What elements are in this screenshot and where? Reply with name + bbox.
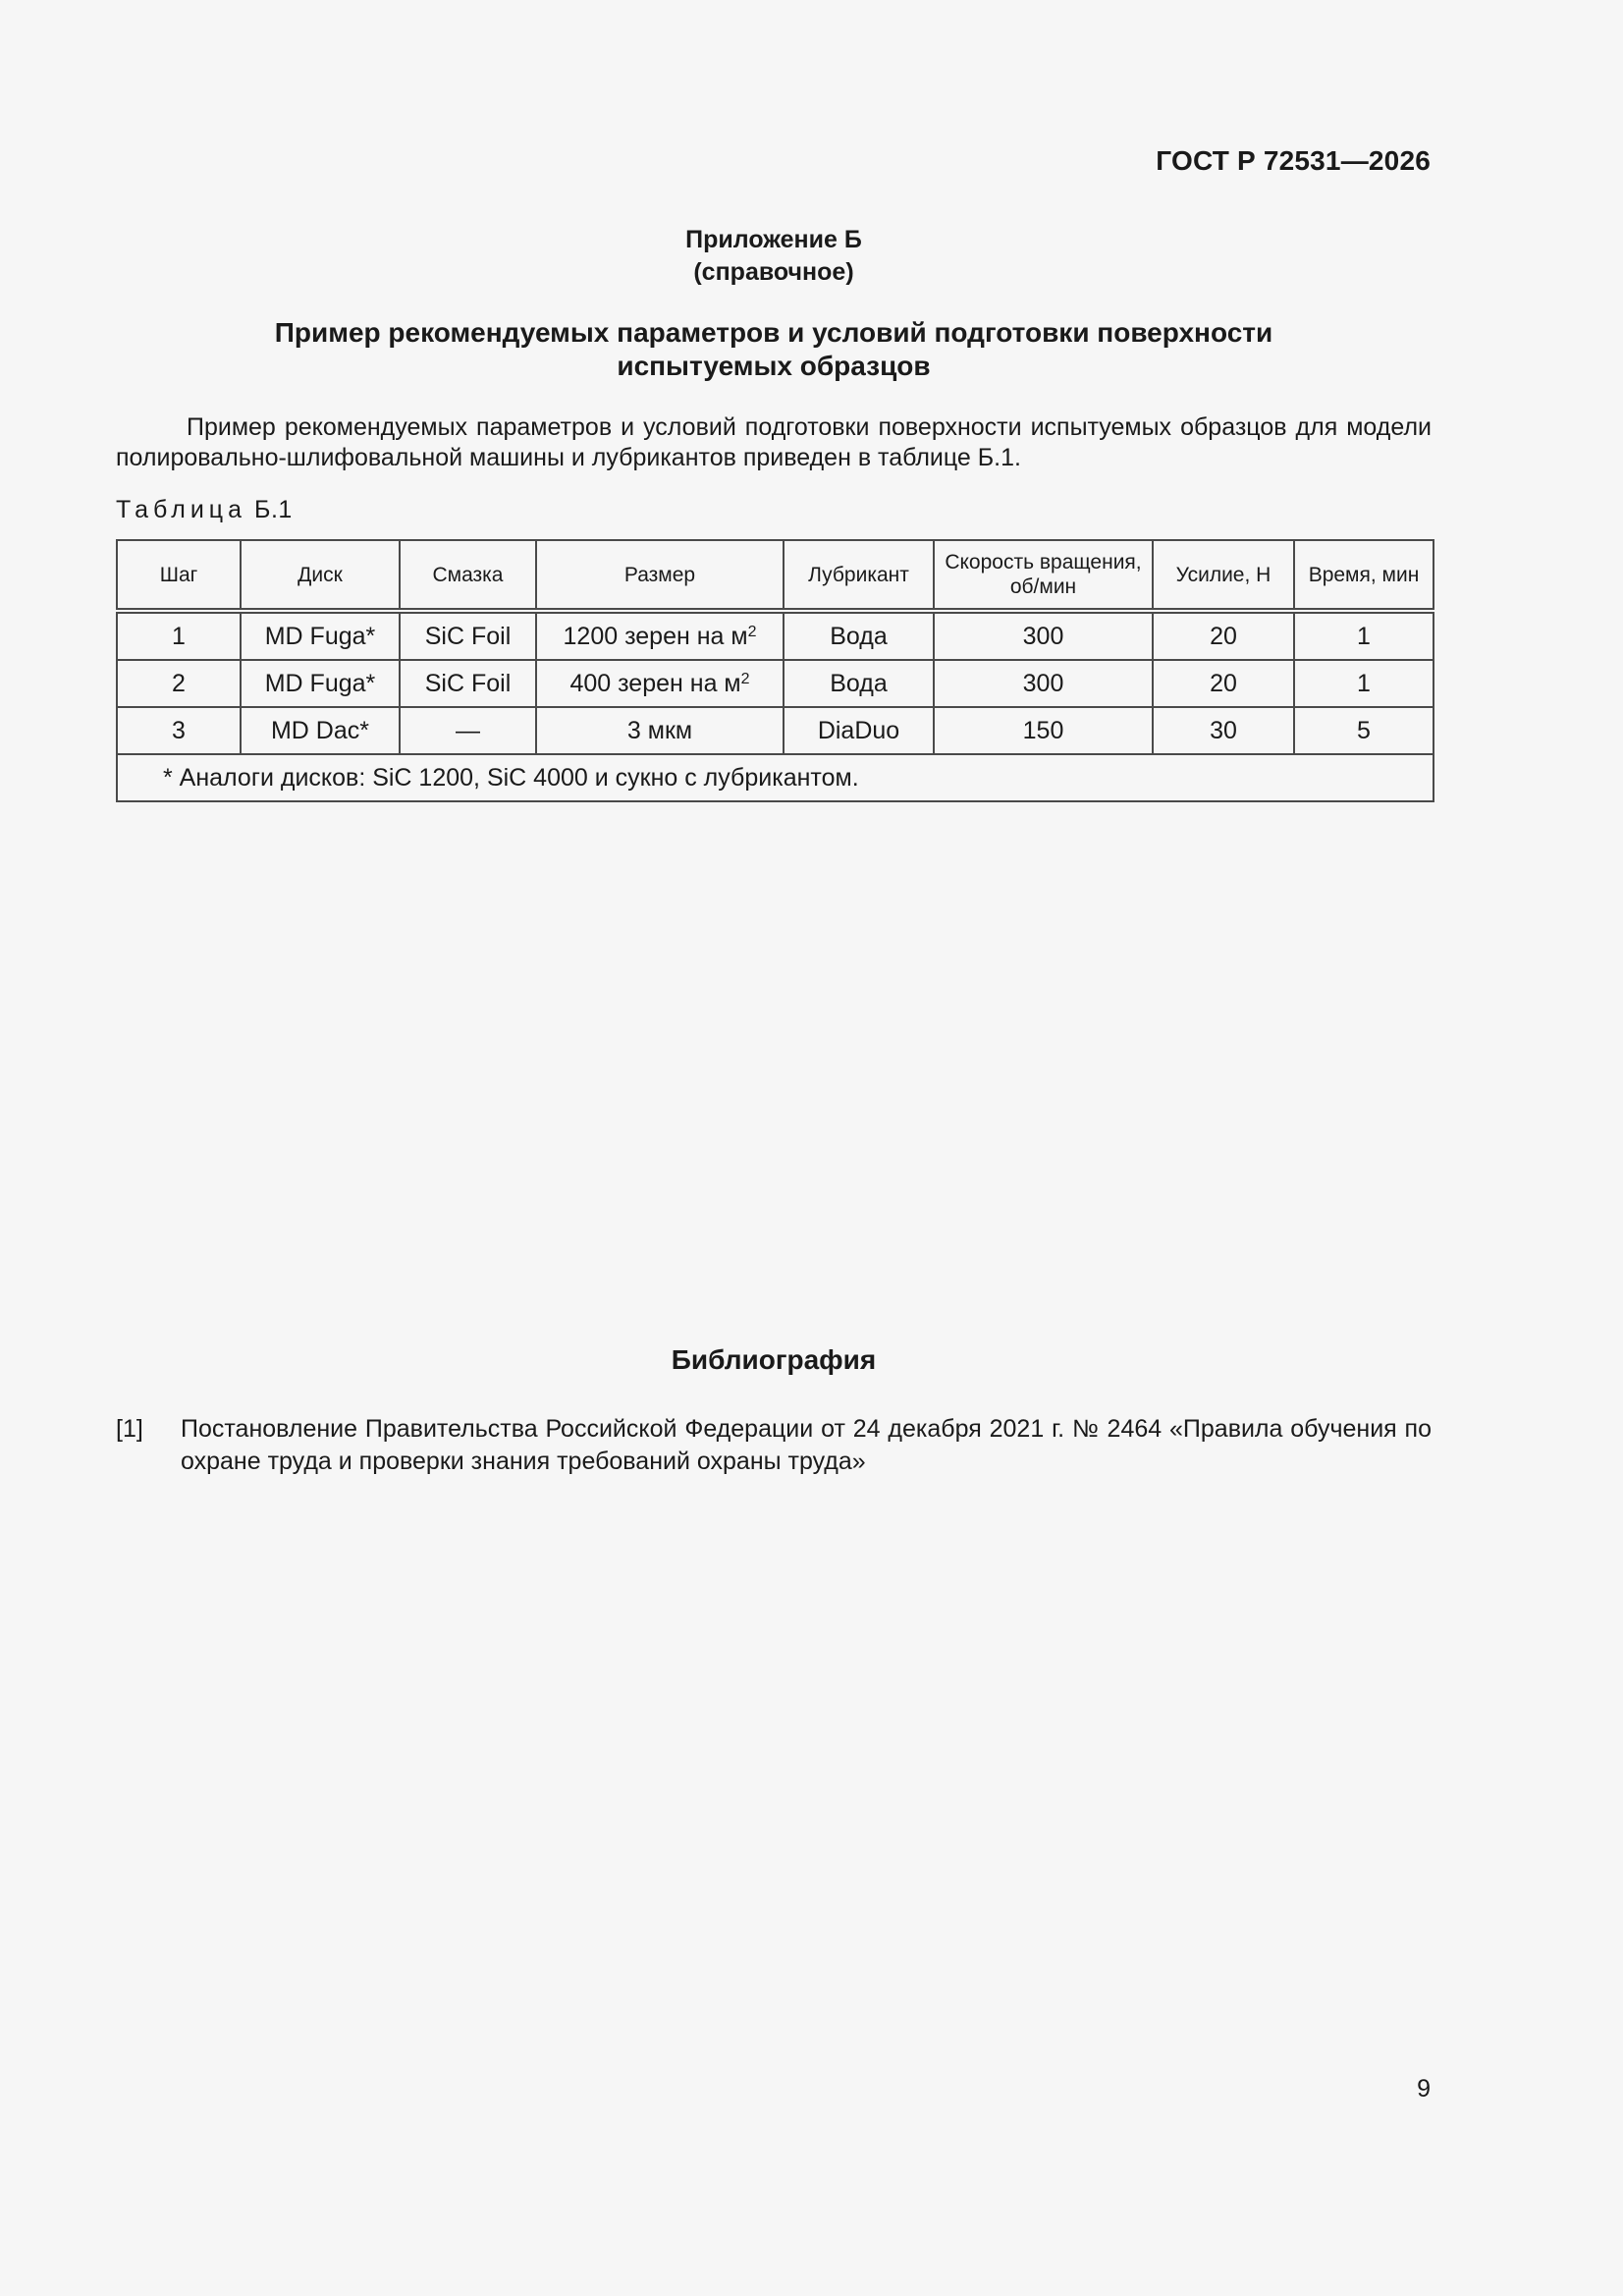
table-row <box>117 611 1434 660</box>
cell-size <box>536 611 784 660</box>
appendix-heading <box>0 224 1547 289</box>
size-value: 1200 зерен на м <box>563 622 748 650</box>
cell-step: 1 <box>117 611 241 660</box>
cell-size <box>536 707 784 754</box>
appendix-title: Приложение Б <box>685 226 862 253</box>
parameters-table <box>116 539 1434 802</box>
cell-time: 5 <box>1294 707 1434 754</box>
cell-step: 2 <box>117 660 241 707</box>
section-title <box>0 316 1547 383</box>
bibliography-title: Библиография <box>671 1344 877 1375</box>
cell-lubricant: DiaDuo <box>784 707 934 754</box>
header-cell: Усилие, Н <box>1153 540 1294 611</box>
bibliography-ref-text: Постановление Правительства Российской Федерации от 24 декабря 2021 г. № 2464 «Правила обучения по охране труда и проверки знания требований охраны труда» <box>181 1415 1432 1475</box>
cell-speed: 300 <box>934 611 1153 660</box>
document-code: ГОСТ Р 72531—2026 <box>1156 145 1431 176</box>
cell-lube: — <box>400 707 536 754</box>
cell-time: 1 <box>1294 660 1434 707</box>
table-note: * Аналоги дисков: SiC 1200, SiC 4000 и сукно с лубрикантом. <box>117 754 1434 801</box>
section-title-line-2: испытуемых образцов <box>617 351 931 381</box>
table-row <box>117 660 1434 707</box>
cell-lubricant: Вода <box>784 660 934 707</box>
appendix-kind: (справочное) <box>693 258 854 286</box>
header-cell: Смазка <box>400 540 536 611</box>
cell-size <box>536 660 784 707</box>
size-value: 400 зерен на м <box>569 669 741 697</box>
header-cell: Диск <box>241 540 400 611</box>
cell-lube: SiC Foil <box>400 660 536 707</box>
cell-force: 20 <box>1153 611 1294 660</box>
header-cell: Скорость вращения, об/мин <box>934 540 1153 611</box>
table-caption-number: Б.1 <box>254 496 293 523</box>
cell-force: 20 <box>1153 660 1294 707</box>
table-header-row <box>117 540 1434 611</box>
cell-speed: 300 <box>934 660 1153 707</box>
cell-disk: MD Fuga* <box>241 660 400 707</box>
header-cell: Шаг <box>117 540 241 611</box>
cell-lube: SiC Foil <box>400 611 536 660</box>
cell-speed: 150 <box>934 707 1153 754</box>
cell-time: 1 <box>1294 611 1434 660</box>
section-title-line-1: Пример рекомендуемых параметров и условий подготовки поверхности <box>274 317 1273 348</box>
page-number: 9 <box>1417 2075 1431 2103</box>
table-caption <box>116 496 293 524</box>
cell-force: 30 <box>1153 707 1294 754</box>
bibliography-item <box>116 1413 1432 1478</box>
header-cell: Время, мин <box>1294 540 1434 611</box>
header-cell: Лубрикант <box>784 540 934 611</box>
intro-paragraph: Пример рекомендуемых параметров и условий подготовки поверхности испытуемых образцов для модели полировально-шлифовальной машины и лубрикантов приведен в таблице Б.1. <box>116 413 1432 471</box>
bibliography-ref-number: [1] <box>116 1415 143 1443</box>
size-exponent: 2 <box>747 623 757 640</box>
size-value: 3 мкм <box>626 716 693 744</box>
cell-lubricant: Вода <box>784 611 934 660</box>
size-exponent: 2 <box>740 670 750 687</box>
header-cell: Размер <box>536 540 784 611</box>
table-caption-word: Таблица <box>116 496 247 523</box>
table-note-row <box>117 754 1434 801</box>
cell-disk: MD Dac* <box>241 707 400 754</box>
table-row <box>117 707 1434 754</box>
cell-step: 3 <box>117 707 241 754</box>
cell-disk: MD Fuga* <box>241 611 400 660</box>
